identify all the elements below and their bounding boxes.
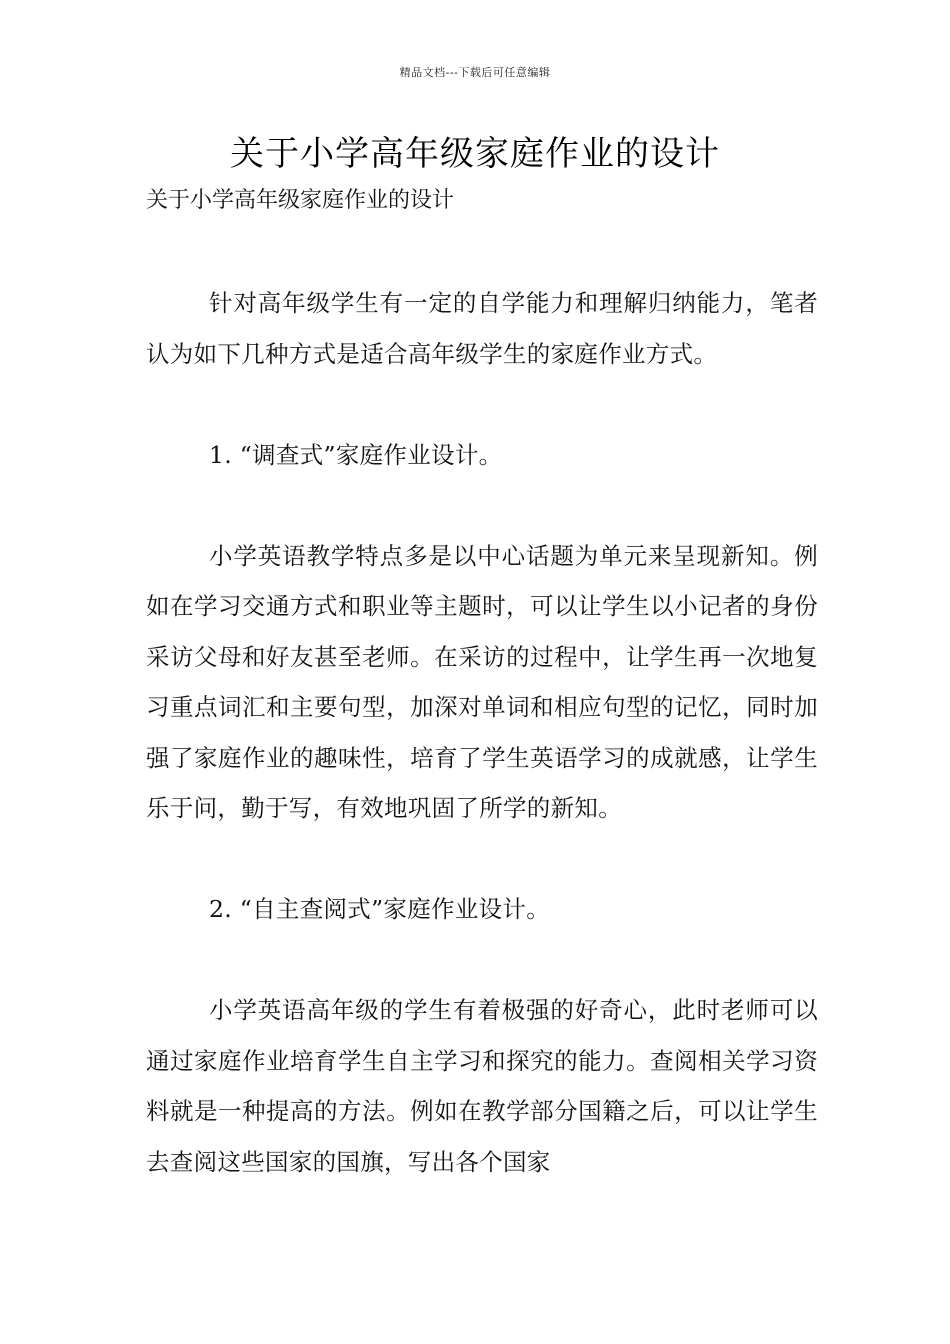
section-heading-self-study: 2. “自主查阅式”家庭作业设计。	[209, 895, 551, 923]
paragraph-survey: 小学英语教学特点多是以中心话题为单元来呈现新知。例如在学习交通方式和职业等主题时，可以让学生以小记者的身份采访父母和好友甚至老师。在采访的过程中，让学生再一次地复习重点词汇和主要句型，加深对单词和相应句型的记忆，同时加强了家庭作业的趣味性，培育了学生英语学习的成就感，让学生乐于问，勤于写，有效地巩固了所学的新知。	[146, 541, 818, 822]
document-title: 关于小学高年级家庭作业的设计	[230, 134, 720, 174]
paragraph-self-study: 小学英语高年级的学生有着极强的好奇心，此时老师可以通过家庭作业培育学生自主学习和探究的能力。查阅相关学习资料就是一种提高的方法。例如在教学部分国籍之后，可以让学生去查阅这些国家的国旗，写出各个国家	[146, 996, 818, 1176]
paragraph-intro: 针对高年级学生有一定的自学能力和理解归纳能力，笔者认为如下几种方式是适合高年级学生的家庭作业方式。	[146, 289, 818, 368]
document-subtitle: 关于小学高年级家庭作业的设计	[146, 188, 455, 213]
document-body	[146, 278, 818, 1187]
section-heading-survey: 1. “调查式”家庭作业设计。	[209, 440, 503, 469]
header-note: 精品文档---下载后可任意编辑	[399, 66, 551, 79]
